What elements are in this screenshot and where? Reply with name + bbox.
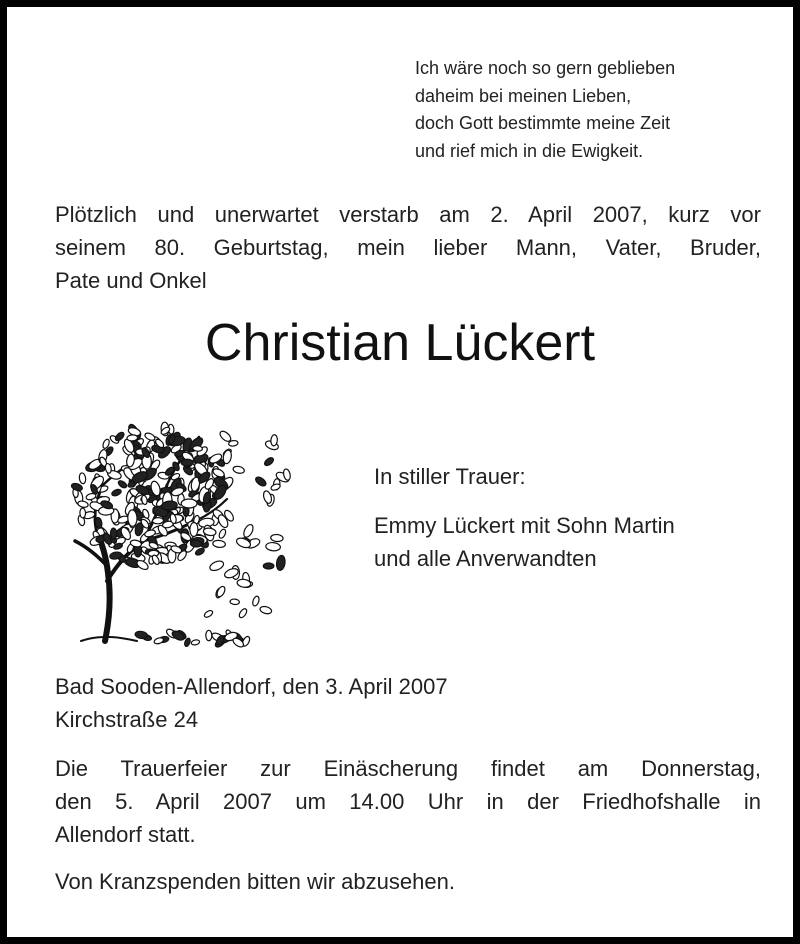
- tree-leaf: [222, 449, 232, 464]
- tree-leaf: [135, 631, 148, 640]
- tree-leaf: [114, 431, 126, 442]
- tree-leaf: [242, 523, 255, 539]
- tree-leaf: [194, 547, 205, 557]
- tree-leaf: [171, 629, 186, 642]
- tree-leaf: [153, 637, 164, 645]
- tree-leaf: [270, 534, 283, 542]
- tree-leaf: [203, 609, 214, 618]
- wreath-request-note: Von Kranzspenden bitten wir abzusehen.: [55, 869, 455, 894]
- memorial-poem: [415, 55, 775, 165]
- poem-line: doch Gott bestimmte meine Zeit: [415, 113, 671, 133]
- autumn-tree-icon: [57, 405, 297, 649]
- tree-leaf: [135, 559, 149, 572]
- tree-leaf: [181, 499, 197, 508]
- tree-leaf: [270, 434, 277, 446]
- mourner-line: Emmy Lückert mit Sohn Martin: [374, 513, 675, 538]
- tree-leaf: [193, 445, 203, 451]
- tree-leaf: [190, 522, 198, 536]
- tree-leaf: [263, 563, 274, 569]
- tree-leaf: [265, 542, 280, 551]
- tree-leaf: [215, 585, 226, 598]
- tree-leaf: [190, 540, 202, 547]
- tree-leaf: [191, 639, 200, 646]
- deceased-name: Christian Lückert: [204, 314, 596, 372]
- mourner-line: und alle Anverwandten: [374, 546, 597, 571]
- tree-leaf: [128, 510, 138, 527]
- tree-leaf: [111, 488, 122, 497]
- mourners-block: [374, 460, 774, 575]
- tree-leaf: [218, 528, 227, 539]
- tree-leaf: [252, 595, 261, 606]
- tree-leaf: [152, 517, 163, 524]
- tree-leaf: [230, 599, 240, 605]
- ceremony-line: Allendorf statt.: [55, 822, 196, 847]
- tree-leaf: [263, 456, 275, 467]
- address-line: Kirchstraße 24: [55, 707, 199, 732]
- tree-leaf: [208, 559, 224, 572]
- tree-leaf: [270, 483, 281, 491]
- tree-leaf: [110, 528, 117, 539]
- tree-leaf: [77, 500, 88, 508]
- poem-line: daheim bei meinen Lieben,: [415, 85, 632, 106]
- tree-leaf: [238, 607, 248, 618]
- announcement-line: Plötzlich und unerwartet verstarb am 2. April 2007, kurz vor: [55, 202, 761, 227]
- tree-leaf: [117, 479, 128, 489]
- tree-leaf: [144, 432, 156, 442]
- tree-leaf: [79, 473, 87, 485]
- ceremony-line: den 5. April 2007 um 14.00 Uhr in der Friedhofshalle in: [55, 789, 761, 814]
- poem-line: und rief mich in die Ewigkeit.: [415, 140, 644, 161]
- mourning-label: In stiller Trauer:: [374, 464, 526, 489]
- tree-leaf: [276, 555, 286, 571]
- tree-leaf: [232, 465, 245, 474]
- tree-leaf: [212, 540, 225, 548]
- tree-leaf: [181, 459, 193, 466]
- funeral-ceremony-info: [55, 752, 761, 851]
- tree-leaf: [228, 440, 238, 447]
- tree-leaf: [259, 605, 272, 615]
- tree-leaf: [235, 536, 252, 549]
- place-and-date: [55, 670, 761, 736]
- announcement-line: Pate und Onkel: [55, 268, 207, 293]
- death-announcement: [55, 198, 761, 297]
- tree-leaf: [80, 508, 86, 518]
- tree-leaf: [254, 475, 267, 487]
- tree-leaf: [262, 490, 273, 504]
- tree-leaf: [206, 630, 212, 640]
- announcement-line: seinem 80. Geburtstag, mein lieber Mann, Vater, Bruder,: [55, 235, 761, 260]
- poem-line: Ich wäre noch so gern geblieben: [415, 58, 676, 78]
- place-date-line: Bad Sooden-Allendorf, den 3. April 2007: [55, 674, 448, 699]
- ceremony-line: Die Trauerfeier zur Einäscherung findet am Donnerstag,: [55, 756, 761, 781]
- tree-leaf: [127, 435, 138, 442]
